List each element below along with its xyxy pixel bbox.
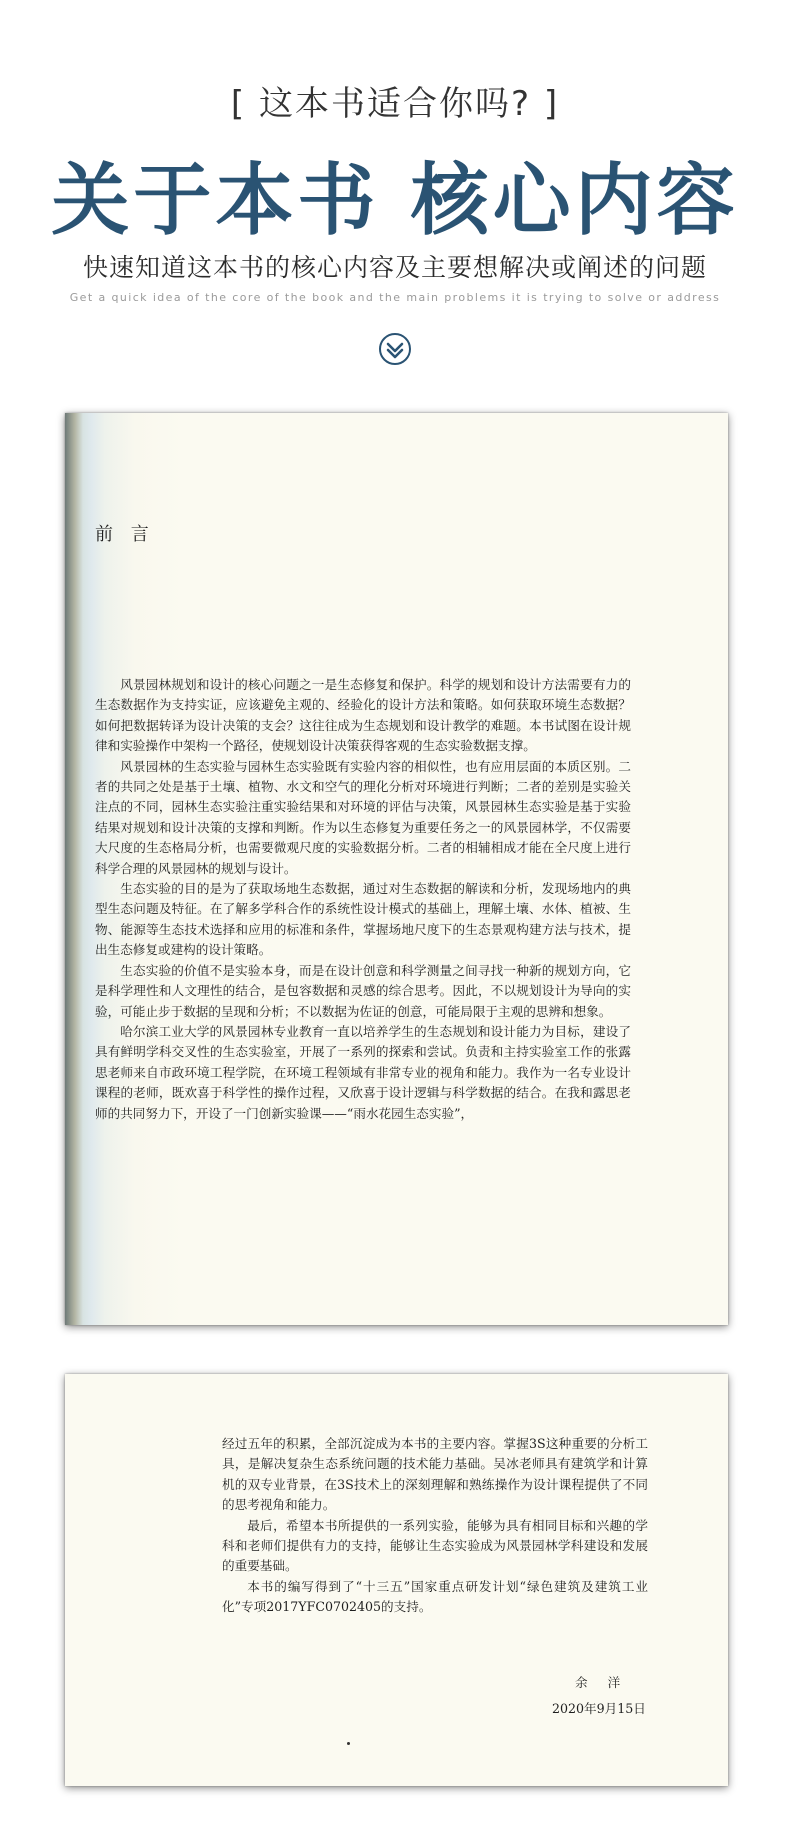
- continuation-body: [222, 1434, 648, 1618]
- preface-body: [95, 675, 631, 1124]
- main-title: 关于本书 核心内容: [51, 155, 739, 246]
- scanned-page-continuation: [65, 1374, 728, 1786]
- scanned-page-preface: [65, 413, 728, 1325]
- paragraph: 风景园林规划和设计的核心问题之一是生态修复和保护。科学的规划和设计方法需要有力的生态数据作为支持实证，应该避免主观的、经验化的设计方法和策略。如何获取环境生态数据？如何把数据转译为设计决策的支会？这往往成为生态规划和设计教学的难题。本书试图在设计规律和实验操作中架构一个路径，使规划设计决策获得客观的生态实验数据支撑。: [95, 677, 631, 754]
- paragraph: 哈尔滨工业大学的风景园林专业教育一直以培养学生的生态规划和设计能力为目标，建设了具有鲜明学科交叉性的生态实验室，开展了一系列的探索和尝试。负责和主持实验室工作的张露思老师来自市政环境工程学院，在环境工程领域有非常专业的视角和能力。我作为一名专业设计课程的老师，既欢喜于科学性的操作过程，又欣喜于设计逻辑与科学数据的结合。在我和露思老师的共同努力下，开设了一门创新实验课——“雨水花园生态实验”，: [95, 1023, 631, 1121]
- paragraph: 生态实验的目的是为了获取场地生态数据，通过对生态数据的解读和分析，发现场地内的典型生态问题及特征。在了解多学科合作的系统性设计模式的基础上，理解土壤、水体、植被、生物、能源等生态技术选择和应用的标准和条件，掌握场地尺度下的生态景观构建方法与技术，提出生态修复或建构的设计策略。: [95, 881, 631, 958]
- paragraph: 风景园林的生态实验与园林生态实验既有实验内容的相似性，也有应用层面的本质区别。二者的共同之处是基于土壤、植物、水文和空气的理化分析对环境进行判断；二者的差别是实验关注点的不同，园林生态实验注重实验结果和对环境的评估与决策，风景园林生态实验是基于实验结果对规划和设计决策的支撑和判断。作为以生态修复为重要任务之一的风景园林学，不仅需要大尺度的生态格局分析，也需要微观尺度的实验数据分析。二者的相辅相成才能在全尺度上进行科学合理的风景园林的规划与设计。: [95, 758, 631, 876]
- page-mark: [347, 1742, 350, 1745]
- paragraph: 经过五年的积累，全部沉淀成为本书的主要内容。掌握3S这种重要的分析工具，是解决复杂生态系统问题的技术能力基础。吴冰老师具有建筑学和计算机的双专业背景，在3S技术上的深刻理解和熟练操作为设计课程提供了不同的思考视角和能力。: [222, 1436, 648, 1513]
- subtitle: 快速知道这本书的核心内容及主要想解决或阐述的问题: [82, 253, 707, 282]
- eyebrow-question: [ 这本书适合你吗? ]: [230, 84, 560, 124]
- chevron-down-circle-icon: [378, 332, 412, 366]
- subtitle-english: Get a quick idea of the core of the book and the main problems it is trying to solve or address: [69, 291, 721, 304]
- paragraph: 本书的编写得到了“十三五”国家重点研发计划“绿色建筑及建筑工业化”专项2017YFC0702405的支持。: [222, 1578, 648, 1615]
- author-signature: 余 洋: [575, 1675, 629, 1690]
- paragraph: 最后，希望本书所提供的一系列实验，能够为具有相同目标和兴趣的学科和老师们提供有力的支持，能够让生态实验成为风景园林学科建设和发展的重要基础。: [222, 1517, 648, 1574]
- paragraph: 生态实验的价值不是实验本身，而是在设计创意和科学测量之间寻找一种新的规划方向，它是科学理性和人文理性的结合，是包容数据和灵感的综合思考。因此，不以规划设计为导向的实验，可能止步于数据的呈现和分析；不以数据为佐证的创意，可能局限于主观的思辨和想象。: [95, 962, 631, 1019]
- intro-header: [0, 0, 790, 370]
- signature-date: 2020年9月15日: [552, 1701, 646, 1716]
- preface-heading: 前 言: [95, 524, 155, 545]
